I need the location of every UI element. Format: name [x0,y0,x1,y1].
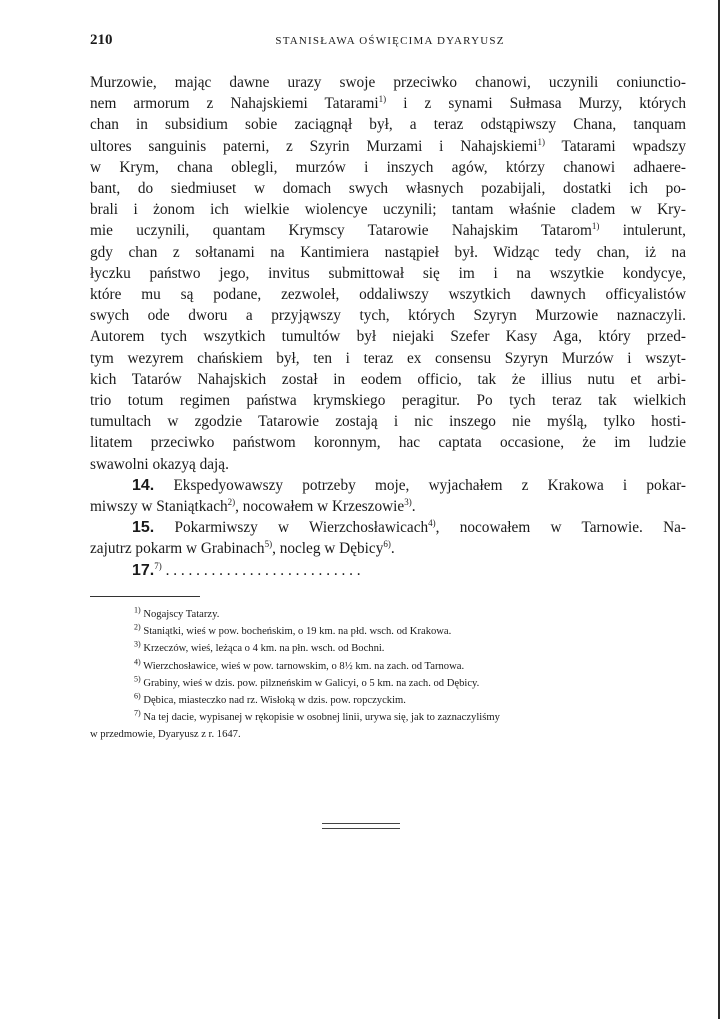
end-rule [322,823,400,824]
footnote: $^{5)}$ Grabiny, wieś w dzis. pow. pilzneńskim w Galicyi, o 5 km. na zach. od Dębicy. [134,674,480,689]
footnote-ref: 1) [591,221,600,232]
footnote-ref: 1) [378,94,387,105]
text-line: łyczku państwo jego, invitus submittował się im i na wszytkie kondycye, [90,264,686,282]
text-line: w Krym, chana oblegli, murzów i inszych agów, którzy chanowi adhaere- [90,158,686,176]
footnote-continuation: w przedmowie, Dyaryusz z r. 1647. [90,729,241,741]
text-line: gdy chan z sołtanami na Kantimiera nastąpieł był. Widząc tedy chan, iż na [90,243,686,261]
ellipsis-dots: . . . . . . . . . . . . . . . . . . . . . . . . . . [165,561,361,579]
text-line: które mu są podane, zezwoleł, oddaliwszy wszytkich dawnych officyalistów [90,286,686,304]
text-line: litatem przeciwko państwom koronnym, hac captata occasione, że im ludzie [90,434,686,452]
text-line: tumultach w zgodzie Tatarowie zostają i nic inszego nie myślą, tylko hosti- [90,413,686,431]
text-line: nem armorum z Nahajskiemi Tatarami$^{1)}$ i z synami Sułmasa Murzy, których [90,94,686,113]
running-head: STANISŁAWA OŚWIĘCIMA DYARYUSZ [275,35,505,47]
entry-15-line: zajutrz pokarm w Grabinach$^{5)}$, nocleg w Dębicy$^{6)}$. [90,539,395,558]
entry-14-line: miwszy w Staniątkach$^{2)}$, nocowałem w Krzeszowie$^{3)}$. [90,496,416,516]
footnote: $^{6)}$ Dębica, miasteczko nad rz. Wisłoką w dzis. pow. ropczyckim. [134,691,406,707]
text-line: ultores sanguinis paterni, z Szyrin Murzami i Nahajskiemi$^{1)}$ Tatarami wpadszy [90,136,686,155]
entry-number: 14. [132,476,155,494]
footnote: $^{4)}$ Wierzchosławice, wieś w pow. tarnowskim, o 8½ km. na zach. od Tarnowa. [134,657,465,672]
footnote-rule [90,596,200,597]
text-line: mie uczynili, quantam Krymscy Tatarowie Nahajskim Tatarom$^{1)}$ intulerunt, [90,221,686,240]
footnote-ref: 5) [264,539,273,550]
text-line: kich Tatarów Nahajskich został in eodem officio, tak że illius nutu et arbi- [90,370,686,388]
footnote-ref: 3) [404,496,412,507]
footnote: $^{1)}$ Nogajscy Tatarzy. [134,605,220,620]
text-line: tym wezyrem chańskiem był, ten i teraz ex consensu Szyryn Murzów i wszyt- [90,349,686,367]
end-rule [322,828,400,829]
footnotes [90,606,686,744]
footnote-ref: 6) [383,539,391,550]
footnote: $^{3)}$ Krzeczów, wieś, leżąca o 4 km. na płn. wsch. od Bochni. [134,639,385,655]
text-line: chan in subsidium sobie zaciągnął był, a teraz odstąpiwszy Chana, tanquam [90,116,686,134]
text-line: brali i żonom ich wielkie wiolencye uczynili; tantam właśnie cladem w Kry- [90,201,686,219]
text-line: bant, do siedmiuset w domach swych własnych pozabijali, dostatki ich po- [90,180,686,198]
page-number: 210 [90,32,113,48]
footnote-ref: 2) [227,496,236,507]
body-text [90,72,686,581]
footnote-ref: 7) [154,560,162,571]
text-line: trio totum regimen państwa krymskiego peragitur. Po tych teraz tak wielkich [90,392,686,410]
text-line: Murzowie, mając dawne urazy swoje przeciwko chanowi, uczynili coniunctio- [90,74,686,91]
entry-14-line: 14. Ekspedyowawszy potrzeby moje, wyjachałem z Krakowa i pokar- [132,476,686,494]
entry-number: 15. [132,519,155,537]
text-line: swych ode dworu a przyjąwszy tych, których Szyryn Murzowie naznaczyli. [90,307,686,325]
text-line: swawolni okazyą dają. [90,455,229,473]
entry-17-line [90,560,686,581]
page-header [90,32,690,52]
text-line: Autorem tych wszytkich tumultów był niejaki Szefer Kasy Aga, który przed- [90,328,686,346]
footnote: $^{2)}$ Staniątki, wieś w pow. bocheńskim, o 19 km. na płd. wsch. od Krakowa. [134,622,452,638]
footnote-ref: 1) [537,136,546,147]
footnote-ref: 4) [428,518,436,529]
entry-15-line: 15. Pokarmiwszy w Wierzchosławicach$^{4)}$, nocowałem w Tarnowie. Na- [132,518,686,537]
entry-number: 17. [132,561,155,579]
footnote: $^{7)}$ Na tej dacie, wypisanej w rękopisie w osobnej linii, urywa się, jak to zaznaczyliśmy [134,708,500,724]
